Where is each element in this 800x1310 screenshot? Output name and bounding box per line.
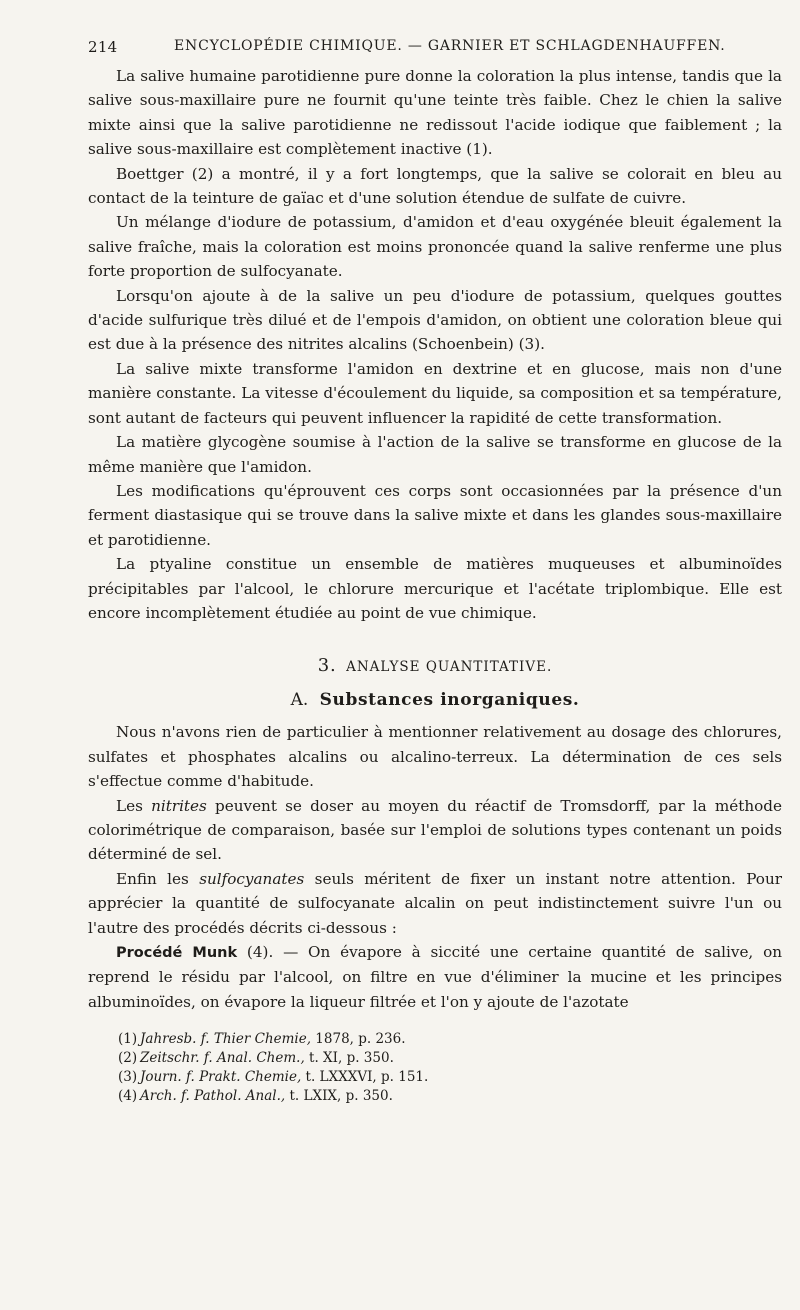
section-heading — [88, 655, 782, 676]
footnote-ref: t. XI, p. 350. — [304, 1050, 394, 1067]
italic-term: sulfocyanates — [199, 869, 305, 888]
footnote-ref: t. LXXXVI, p. 151. — [301, 1068, 429, 1085]
paragraph: La salive mixte transforme l'amidon en dextrine et en glucose, mais non d'une manière constante. La vitesse d'écoulement du liquide, sa composition et sa température, sont autant de facteurs qui peuvent influencer la rapidité de cette transformation. — [88, 359, 782, 427]
text-run: (4). — On évapore à siccité une certaine quantité de salive, on reprend le résidu par l'alcool, on filtre en vue d'éliminer la mucine et les principes albuminoïdes, on évapore la liqueur filtrée et l'on y ajoute de l'azotate — [88, 943, 782, 1011]
text-run: Enfin les — [116, 869, 200, 888]
footnote-source: Arch. f. Pathol. Anal., — [140, 1087, 286, 1104]
footnote-source: Zeitschr. f. Anal. Chem., — [140, 1050, 305, 1067]
footnotes — [88, 1030, 782, 1105]
footnote-number: (1) — [118, 1031, 138, 1048]
footnote-number: (4) — [118, 1087, 138, 1104]
section-title: ANALYSE QUANTITATIVE. — [346, 659, 553, 676]
section-number: 3. — [317, 655, 337, 677]
footnote-ref: t. LXIX, p. 350. — [285, 1087, 393, 1104]
page-number: 214 — [88, 38, 118, 56]
paragraph: La salive humaine parotidienne pure donne la coloration la plus intense, tandis que la salive sous-maxillaire pure ne fournit qu'une teinte très faible. Chez le chien la salive mixte ainsi que la salive parotidienne ne redissout l'acide iodique que faiblement ; la salive sous-maxillaire est complètement inactive (1). — [88, 67, 782, 159]
text-run: peuvent se doser au moyen du réactif de Tromsdorff, par la méthode colorimétrique de comparaison, basée sur l'emploi de solutions types contenant un poids déterminé de sel. — [88, 796, 782, 864]
paragraph: Boettger (2) a montré, il y a fort longtemps, que la salive se colorait en bleu au contact de la teinture de gaïac et d'une solution étendue de sulfate de cuivre. — [88, 164, 782, 208]
footnote — [118, 1049, 782, 1068]
footnote — [118, 1087, 782, 1106]
running-header — [88, 38, 782, 64]
paragraph: La matière glycogène soumise à l'action de la salive se transforme en glucose de la même manière que l'amidon. — [88, 433, 782, 476]
footnote-number: (3) — [118, 1068, 138, 1085]
footnote — [118, 1030, 782, 1049]
paragraph — [88, 940, 782, 1014]
subsection-label: A. — [290, 690, 309, 711]
subsection-heading — [88, 690, 782, 710]
footnote-source: Journ. f. Prakt. Chemie, — [140, 1068, 302, 1085]
footnote-source: Jahresb. f. Thier Chemie, — [140, 1031, 312, 1048]
paragraph: La ptyaline constitue un ensemble de matières muqueuses et albuminoïdes précipitables par l'alcool, le chlorure mercurique et l'acétate triplombique. Elle est encore incomplètement étudiée au point de vue chimique. — [88, 555, 782, 622]
text-run: seuls méritent de fixer un instant notre attention. Pour apprécier la quantité de sulfocyanate alcalin on peut indistinctement suivre l'un ou l'autre des procédés décrits ci-dessous : — [88, 869, 782, 937]
footnote-number: (2) — [118, 1050, 138, 1067]
paragraph: Les modifications qu'éprouvent ces corps sont occasionnées par la présence d'un ferment diastasique qui se trouve dans la salive mixte et dans les glandes sous-maxillaire et parotidienne. — [88, 481, 782, 549]
running-title: ENCYCLOPÉDIE CHIMIQUE. — GARNIER ET SCHLAGDENHAUFFEN. — [174, 38, 726, 54]
paragraph — [88, 867, 782, 940]
italic-term: nitrites — [151, 796, 207, 815]
body-text-bottom — [88, 720, 782, 1014]
footnote — [118, 1068, 782, 1087]
paragraph — [88, 794, 782, 867]
subsection-title: Substances inorganiques. — [319, 690, 580, 711]
paragraph: Lorsqu'on ajoute à de la salive un peu d'iodure de potassium, quelques gouttes d'acide sulfurique très dilué et de l'empois d'amidon, on obtient une coloration bleue qui est due à la présence des nitrites alcalins (Schoenbein) (3). — [88, 286, 782, 354]
body-text-top — [88, 64, 782, 625]
method-name: Procédé Munk — [116, 945, 238, 961]
footnote-ref: 1878, p. 236. — [311, 1031, 406, 1048]
page — [88, 38, 782, 1105]
paragraph: Nous n'avons rien de particulier à mentionner relativement au dosage des chlorures, sulfates et phosphates alcalins ou alcalino-terreux. La détermination de ces sels s'effectue comme d'habitude. — [88, 723, 782, 791]
text-run: Les — [116, 796, 152, 815]
paragraph: Un mélange d'iodure de potassium, d'amidon et d'eau oxygénée bleuit également la salive fraîche, mais la coloration est moins prononcée quand la salive renferme une plus forte proportion de sulfocyanate. — [88, 213, 782, 281]
